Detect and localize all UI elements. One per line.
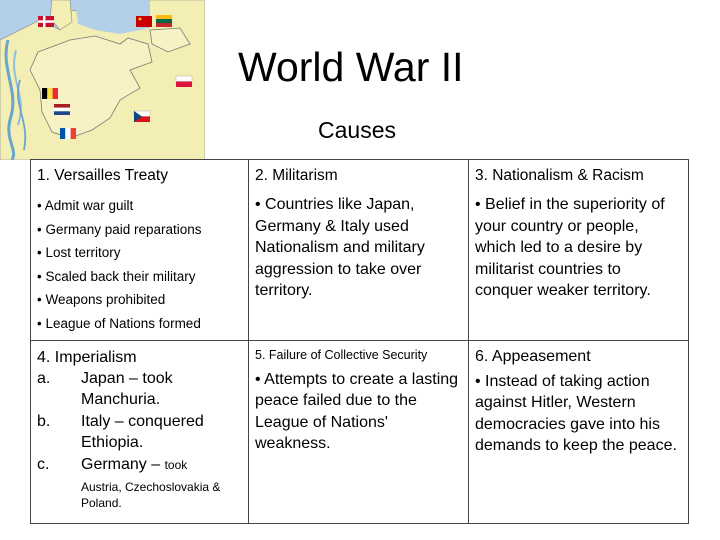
france-flag-icon [60,128,76,139]
denmark-flag-icon [38,16,54,27]
list-marker: b. [37,412,51,430]
list-marker: a. [37,369,51,387]
list-text-small: took [164,457,188,472]
causes-table [30,159,689,524]
cell-body: • Instead of taking action against Hitler, Western democracies gave into his demands to keep the peace. [475,372,677,455]
list-marker: c. [37,455,50,473]
cell-collective-security [249,340,469,523]
cell-appeasement [469,340,689,523]
list-text: Ethiopia. [81,434,144,452]
list-item [37,368,242,411]
list-text-small: Austria, Czechoslovakia & Poland. [81,480,221,511]
list-text: Italy – conquered [81,412,204,430]
list-text: Japan – took [81,369,173,387]
cell-nationalism-racism [469,160,689,341]
list-text: Manchuria. [81,391,161,409]
cell-versailles-treaty [31,160,249,341]
list-item: • Germany paid reparations [37,221,202,237]
list-text: Germany – [81,455,165,473]
belgium-flag-icon [42,88,58,99]
czechoslovakia-flag-icon [134,111,150,122]
cell-heading: 3. Nationalism & Racism [475,167,644,184]
cell-heading: 2. Militarism [255,167,338,184]
cell-heading: 4. Imperialism [37,348,137,366]
list-item: • League of Nations formed [37,315,201,331]
cell-militarism [249,160,469,341]
poland-flag-icon [176,76,192,87]
list-item: • Weapons prohibited [37,292,166,308]
list-item [37,454,242,514]
europe-map [0,0,205,160]
cell-body: • Countries like Japan, Germany & Italy used Nationalism and military aggression to take over territory. [255,196,425,299]
page-title: World War II [238,44,464,90]
versailles-list [37,194,242,336]
list-item [37,411,242,454]
list-item: • Scaled back their military [37,268,196,284]
lithuania-flag-icon [156,15,172,27]
table-row [31,160,689,341]
page-subtitle: Causes [318,117,396,143]
cell-heading: 6. Appeasement [475,347,591,365]
cell-body: • Belief in the superiority of your country or people, which led to a desire by militarist countries to conquer weaker territory. [475,196,665,299]
cell-imperialism [31,340,249,523]
cell-body: • Attempts to create a lasting peace failed due to the League of Nations' weakness. [255,370,459,453]
cell-heading: 1. Versailles Treaty [37,167,168,184]
soviet-flag-icon [136,16,152,27]
table-row [31,340,689,523]
cell-heading: 5. Failure of Collective Security [255,347,428,362]
list-item: • Admit war guilt [37,198,134,213]
list-item: • Lost territory [37,245,121,261]
netherlands-flag-icon [54,104,70,115]
